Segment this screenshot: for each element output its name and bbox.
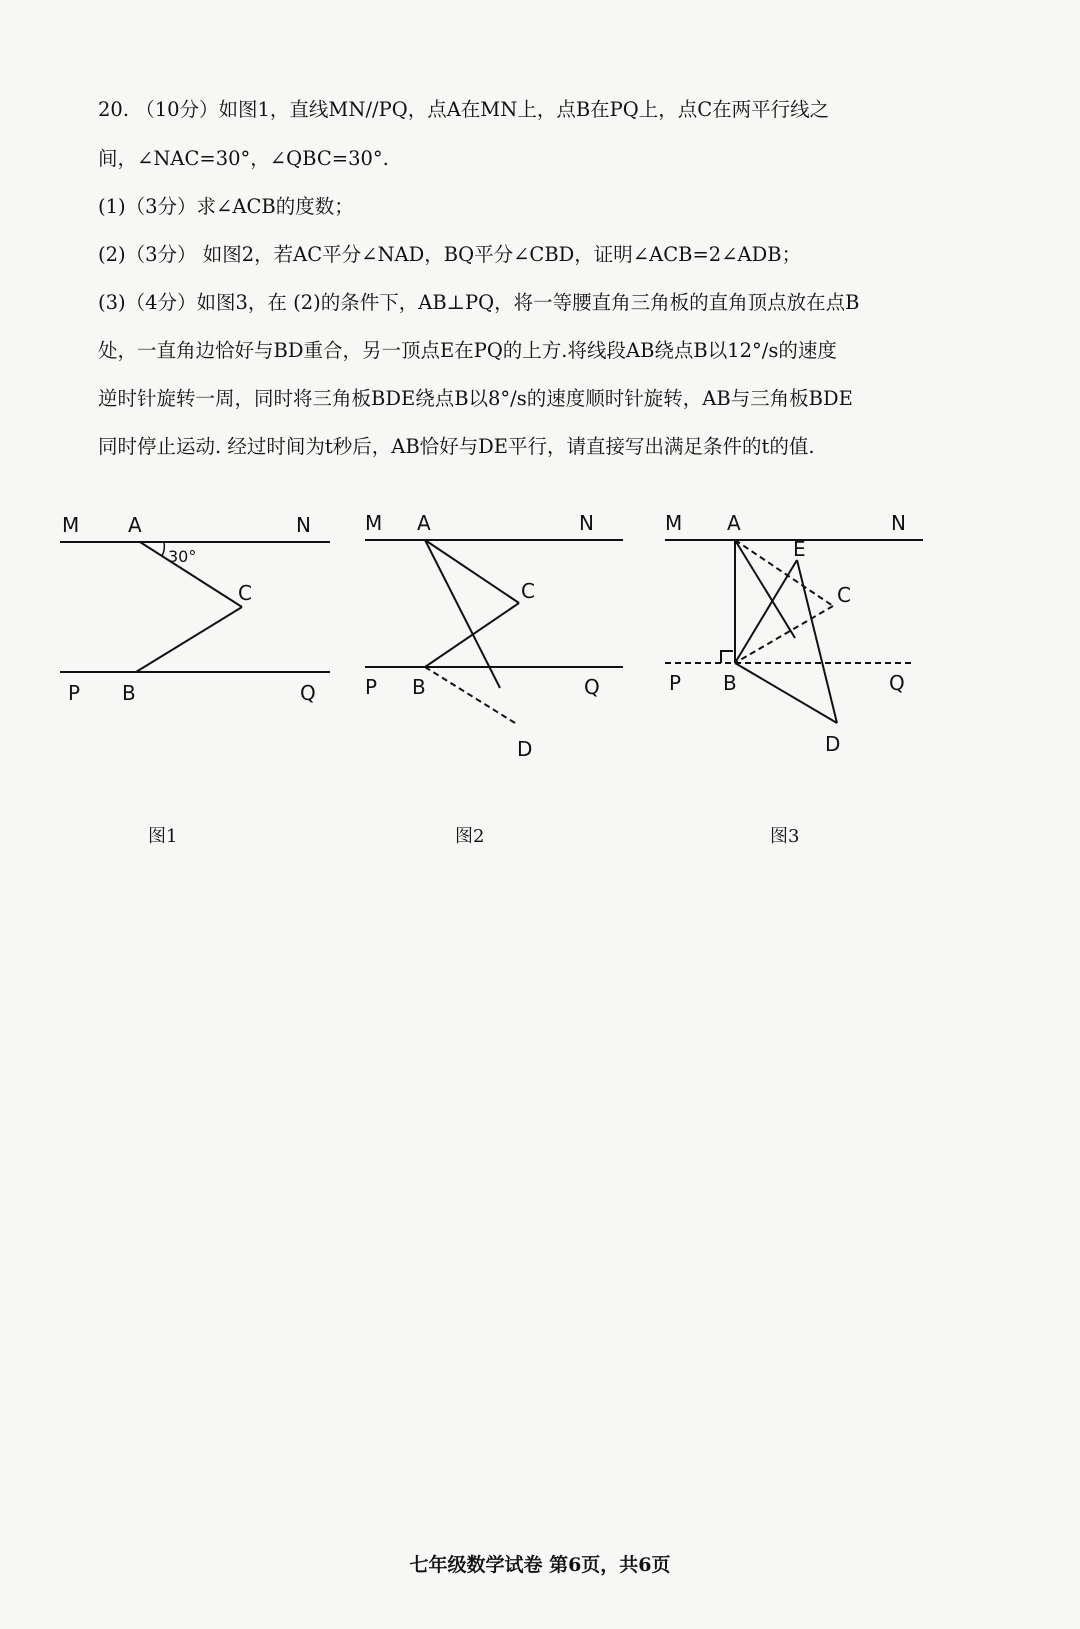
label-n: N xyxy=(891,511,906,535)
label-a: A xyxy=(417,511,431,535)
label-b: B xyxy=(122,681,136,705)
figure-1 xyxy=(60,500,340,770)
label-m: M xyxy=(665,511,683,535)
question-part3-line1: (3)（4分）如图3，在 (2)的条件下，AB⊥PQ，将一等腰直角三角板的直角顶点放在点B xyxy=(98,291,860,314)
page-footer: 七年级数学试卷 第6页，共6页 xyxy=(409,1554,671,1576)
segment-bd xyxy=(425,667,515,723)
label-a: A xyxy=(128,513,142,537)
label-m: M xyxy=(62,513,80,537)
segment-bd xyxy=(735,663,837,723)
segment-ed xyxy=(797,560,837,723)
angle-nac-arc xyxy=(162,542,164,556)
segment-ac xyxy=(425,540,519,603)
label-p: P xyxy=(669,671,682,695)
label-n: N xyxy=(579,511,594,535)
figure-2 xyxy=(365,500,635,770)
segment-cb xyxy=(735,606,833,663)
question-part3-line2: 处，一直角边恰好与BD重合，另一顶点E在PQ的上方.将线段AB绕点B以12°/s的速度 xyxy=(98,339,837,362)
label-m: M xyxy=(365,511,383,535)
question-part3-line4: 同时停止运动. 经过时间为t秒后，AB恰好与DE平行，请直接写出满足条件的t的值. xyxy=(98,435,815,458)
label-q: Q xyxy=(300,681,316,705)
label-c: C xyxy=(238,581,252,605)
figure-1-caption: 图1 xyxy=(148,826,178,847)
right-angle-mark xyxy=(721,651,733,663)
angle-label-30: 30° xyxy=(168,547,197,566)
question-intro-line1: 20. （10分）如图1，直线MN//PQ，点A在MN上，点B在PQ上，点C在两平行线之 xyxy=(98,98,830,121)
label-b: B xyxy=(412,675,426,699)
segment-cb xyxy=(425,603,519,667)
label-p: P xyxy=(365,675,378,699)
label-c: C xyxy=(837,583,851,607)
label-d: D xyxy=(517,737,533,761)
label-d: D xyxy=(825,732,841,756)
label-q: Q xyxy=(584,675,600,699)
label-e: E xyxy=(793,537,806,561)
question-part3-line3: 逆时针旋转一周，同时将三角板BDE绕点B以8°/s的速度顺时针旋转，AB与三角板BDE xyxy=(98,387,853,410)
label-b: B xyxy=(723,671,737,695)
question-part2: (2)（3分） 如图2，若AC平分∠NAD，BQ平分∠CBD，证明∠ACB=2∠ADB； xyxy=(98,243,802,266)
segment-cb xyxy=(136,607,242,672)
figure-1-diagram xyxy=(60,500,340,770)
label-n: N xyxy=(296,513,311,537)
label-q: Q xyxy=(889,671,905,695)
label-p: P xyxy=(68,681,81,705)
figure-3 xyxy=(665,500,935,770)
figure-2-caption: 图2 xyxy=(455,826,485,847)
figure-3-caption: 图3 xyxy=(770,826,800,847)
figure-2-diagram xyxy=(365,500,635,770)
segment-ad-part xyxy=(735,540,795,638)
segment-be xyxy=(735,560,797,663)
segment-ac xyxy=(735,540,833,606)
segment-ad xyxy=(425,540,500,688)
question-intro-line2: 间，∠NAC=30°，∠QBC=30°. xyxy=(98,147,389,170)
label-c: C xyxy=(521,579,535,603)
question-part1: (1)（3分）求∠ACB的度数； xyxy=(98,195,354,218)
figure-3-diagram xyxy=(665,500,935,770)
label-a: A xyxy=(727,511,741,535)
